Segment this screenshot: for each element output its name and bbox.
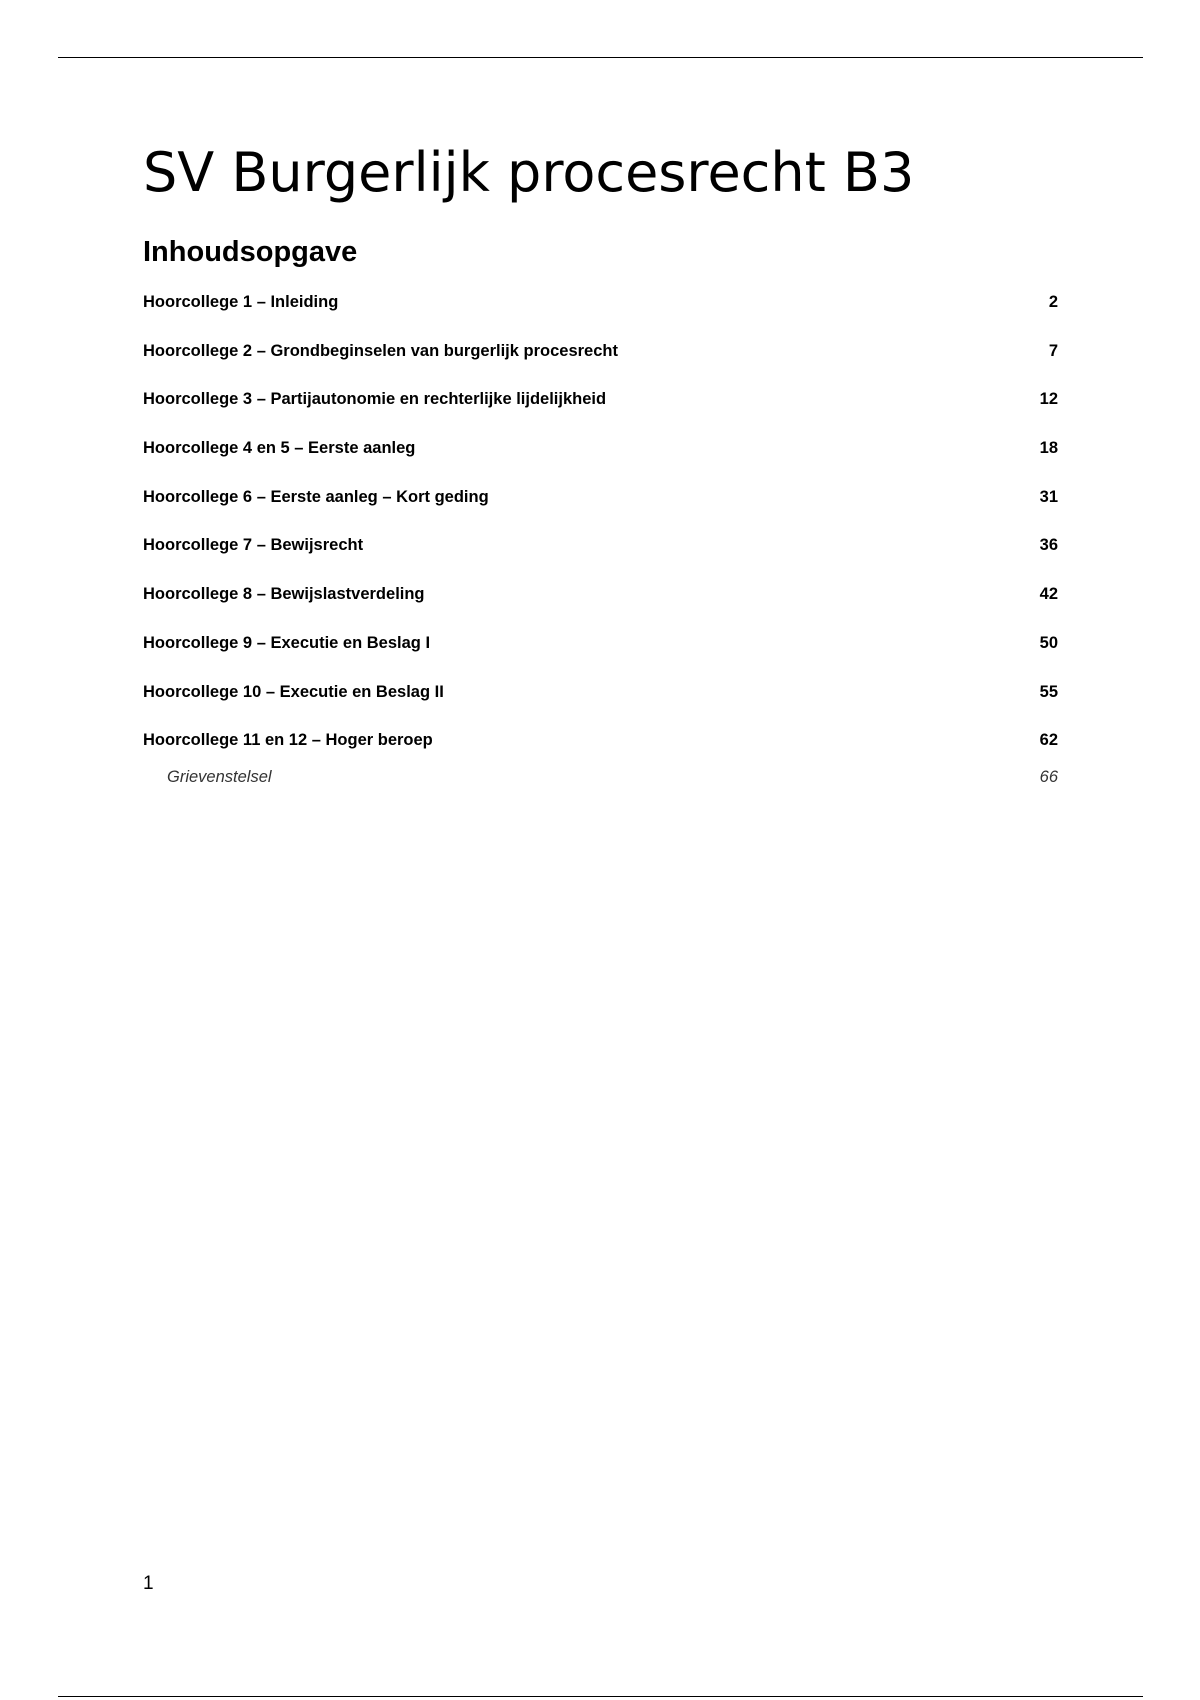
toc-entry-hoorcollege-10[interactable]: [143, 680, 1058, 729]
toc-entry-page: 50: [1039, 633, 1058, 652]
toc-entry-hoorcollege-2[interactable]: [143, 339, 1058, 388]
toc-entry-hoorcollege-9[interactable]: [143, 631, 1058, 680]
footer-rule: [58, 1696, 1143, 1697]
toc-entry-hoorcollege-4-5[interactable]: [143, 436, 1058, 485]
toc-entry-page: 66: [1039, 767, 1058, 786]
toc-entry-hoorcollege-8[interactable]: [143, 582, 1058, 631]
header-rule: [58, 57, 1143, 58]
toc-entry-label: Hoorcollege 1 – Inleiding: [143, 293, 339, 311]
toc-entry-label: Hoorcollege 6 – Eerste aanleg – Kort geding: [143, 487, 489, 506]
toc-entry-hoorcollege-6[interactable]: [143, 485, 1058, 534]
toc-entry-label: Hoorcollege 7 – Bewijsrecht: [143, 536, 364, 555]
toc-entry-page: 18: [1039, 439, 1058, 458]
toc-entry-page: 2: [1048, 293, 1058, 311]
toc-entry-label: Grievenstelsel: [167, 767, 272, 786]
toc-entry-page: 55: [1039, 682, 1058, 701]
toc-entry-page: 12: [1039, 390, 1058, 409]
toc-entry-label: Hoorcollege 10 – Executie en Beslag II: [143, 682, 444, 701]
table-of-contents: [143, 290, 1058, 799]
toc-entry-hoorcollege-1[interactable]: [143, 290, 1058, 339]
toc-entry-label: Hoorcollege 2 – Grondbeginselen van burgerlijk procesrecht: [143, 341, 618, 360]
toc-entry-page: 7: [1048, 341, 1058, 360]
toc-entry-page: 62: [1039, 731, 1058, 750]
toc-entry-grievenstelsel[interactable]: [143, 765, 1058, 799]
toc-entry-label: Hoorcollege 11 en 12 – Hoger beroep: [143, 731, 433, 750]
toc-entry-label: Hoorcollege 9 – Executie en Beslag I: [143, 633, 431, 652]
toc-entry-page: 36: [1039, 536, 1058, 555]
toc-entry-label: Hoorcollege 8 – Bewijslastverdeling: [143, 585, 425, 604]
toc-entry-page: 42: [1039, 585, 1058, 604]
toc-entry-label: Hoorcollege 3 – Partijautonomie en rechterlijke lijdelijkheid: [143, 390, 607, 409]
toc-entry-hoorcollege-3[interactable]: [143, 387, 1058, 436]
toc-entry-hoorcollege-7[interactable]: [143, 533, 1058, 582]
page-number: 1: [143, 1573, 154, 1594]
toc-entry-label: Hoorcollege 4 en 5 – Eerste aanleg: [143, 439, 416, 458]
toc-entry-page: 31: [1039, 487, 1058, 506]
toc-heading: Inhoudsopgave: [143, 236, 358, 268]
document-title: SV Burgerlijk procesrecht B3: [143, 141, 915, 204]
